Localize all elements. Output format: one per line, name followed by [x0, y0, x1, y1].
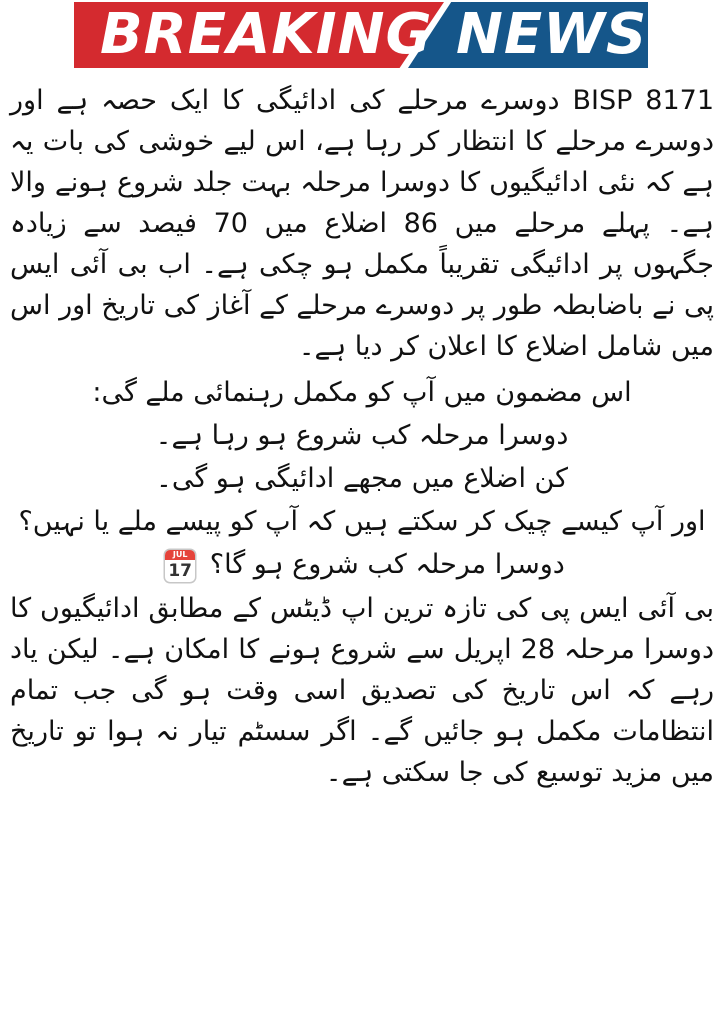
calendar-day: 17	[168, 560, 193, 581]
breaking-news-banner	[74, 2, 648, 68]
section-heading: دوسرا مرحلہ کب شروع ہو گا؟	[209, 549, 565, 580]
table-of-contents	[10, 371, 714, 586]
section-heading-line	[10, 543, 714, 586]
toc-heading: اس مضمون میں آپ کو مکمل رہنمائی ملے گی:	[92, 377, 632, 408]
banner-word-breaking: BREAKING	[100, 2, 433, 67]
toc-item: اور آپ کیسے چیک کر سکتے ہیں کہ آپ کو پیسے ملے یا نہیں؟	[18, 506, 706, 537]
article-body	[10, 80, 714, 793]
intro-paragraph: BISP 8171 دوسرے مرحلے کی ادائیگی کا ایک حصہ ہے اور دوسرے مرحلے کا انتظار کر رہا ہے، اس لیے خوشی کی بات یہ ہے کہ نئی ادائیگیوں کا دوسرا مرحلہ بہت جلد شروع ہونے والا ہے۔ پہلے مرحلے میں 86 اضلاع میں 70 فیصد سے زیادہ جگہوں پر ادائیگی تقریباً مکمل ہو چکی ہے۔ اب بی آئی ایس پی نے باضابطہ طور پر دوسرے مرحلے کے آغاز کی تاریخ اور اس میں شامل اضلاع کا اعلان کر دیا ہے۔	[10, 85, 715, 362]
banner-word-news: NEWS	[456, 2, 648, 67]
toc-item: دوسرا مرحلہ کب شروع ہو رہا ہے۔	[155, 420, 569, 451]
toc-item: کن اضلاع میں مجھے ادائیگی ہو گی۔	[156, 463, 568, 494]
calendar-month: JUL	[165, 550, 195, 560]
body-paragraph: بی آئی ایس پی کی تازہ ترین اپ ڈیٹس کے مطابق ادائیگیوں کا دوسرا مرحلہ 28 اپریل سے شروع ہونے کا امکان ہے۔ لیکن یاد رہے کہ اس تاریخ کی تصدیق اسی وقت ہو گی جب تمام انتظامات مکمل ہو جائیں گے۔ اگر سسٹم تیار نہ ہوا تو تاریخ میں مزید توسیع کی جا سکتی ہے۔	[10, 593, 714, 788]
calendar-icon	[165, 550, 195, 582]
